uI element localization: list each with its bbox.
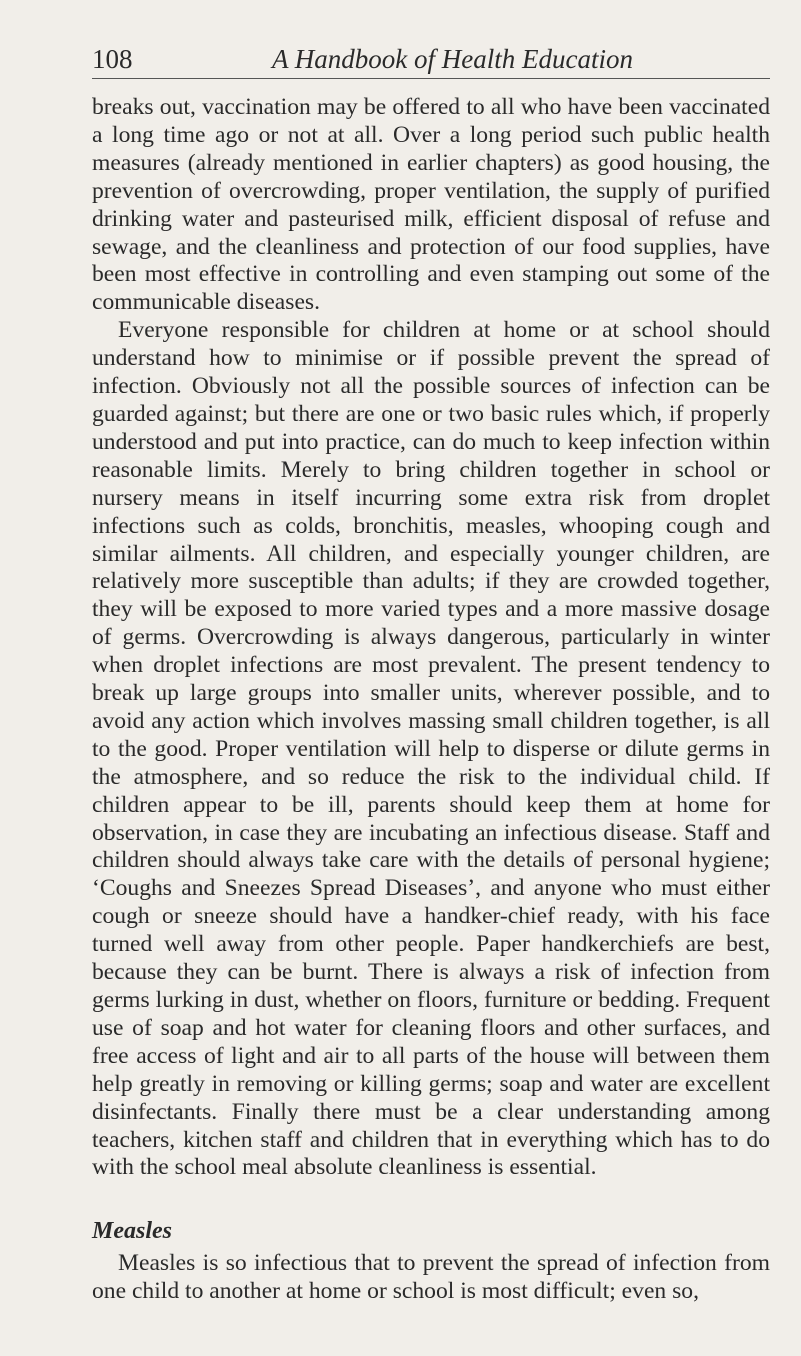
body-text [92,94,770,1306]
running-header [92,42,770,79]
book-title: A Handbook of Health Education [272,44,633,74]
page-number: 108 [92,44,133,74]
section-heading-measles: Measles [92,1218,172,1245]
paragraph-continuation: breaks out, vaccination may be offered to all who have been vaccinated a long time ago or not at all. Over a long period such public health measures (already mentioned in earlier chapters) as good housing, the prevention of overcrowding, proper ventilation, the supply of purified drinking water and pasteurised milk, efficient disposal of refuse and sewage, and the cleanliness and protection of our food supplies, have been most effective in controlling and even stamping out some of the communicable diseases. [92,94,770,316]
paragraph-measles: Measles is so infectious that to prevent the spread of infection from one child to another at home or school is most difficult; even so, [92,1250,770,1305]
paragraph-infection-control: Everyone responsible for children at home or at school should understand how to minimise or if possible prevent the spread of infection. Obviously not all the possible sources of infection can be guarded against; but there are one or two basic rules which, if properly understood and put into practice, can do much to keep infection within reasonable limits. Merely to bring children together in school or nursery means in itself incurring some extra risk from droplet infections such as colds, bronchitis, measles, whooping cough and similar ailments. All children, and especially younger children, are relatively more susceptible than adults; if they are crowded together, they will be exposed to more varied types and a more massive dosage of germs. Overcrowding is always dangerous, particularly in winter when droplet infections are most prevalent. The present tendency to break up large groups into smaller units, wherever possible, and to avoid any action which involves massing small children together, is all to the good. Proper ventilation will help to disperse or dilute germs in the atmosphere, and so reduce the risk to the individual child. If children appear to be ill, parents should keep them at home for observation, in case they are incubating an infectious disease. Staff and children should always take care with the details of personal hygiene; ‘Coughs and Sneezes Spread Diseases’, and anyone who must either cough or sneeze should have a handker-chief ready, with his face turned well away from other people. Paper handkerchiefs are best, because they can be burnt. There is always a risk of infection from germs lurking in dust, whether on floors, furniture or bedding. Frequent use of soap and hot water for cleaning floors and other surfaces, and free access of light and air to all parts of the house will between them help greatly in removing or killing germs; soap and water are excellent disinfectants. Finally there must be a clear understanding among teachers, kitchen staff and children that in everything which has to do with the school meal absolute cleanliness is essential. [92,317,770,1181]
